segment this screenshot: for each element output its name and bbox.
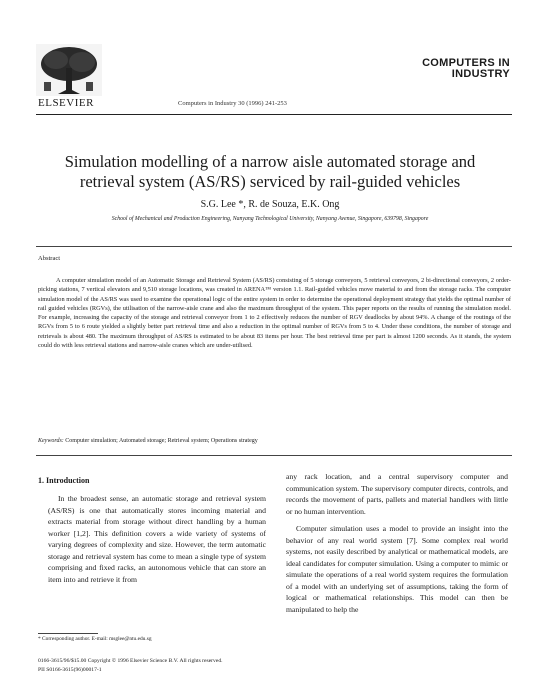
left-column-text: In the broadest sense, an automatic storage and retrieval system (AS/RS) is one that automatically stores incoming material and extracts material from storage without direct handling by a human worker [1,2]. This definition covers a wide variety of systems of varying degrees of complexity and size. However, the term automatic storage and retrieval system has come to mean a single type of system comprising and fixed racks, an autonomous vehicle that can store an item into and retrieve it from — [48, 494, 266, 584]
keywords — [38, 438, 511, 444]
copyright-line2: PII S0166-3615(96)00017-1 — [38, 667, 102, 673]
journal-name — [410, 58, 510, 80]
publisher-name: ELSEVIER — [38, 97, 94, 109]
abstract-heading: Abstract — [38, 255, 61, 262]
article-title-line1: Simulation modelling of a narrow aisle automated storage and — [64, 152, 476, 171]
section-heading-introduction: 1. Introduction — [38, 476, 90, 485]
keywords-text: Computer simulation; Automated storage; Retrieval system; Operations strategy — [65, 438, 258, 444]
abstract-top-rule — [36, 246, 512, 247]
journal-citation: Computers in Industry 30 (1996) 241-253 — [178, 100, 287, 107]
abstract-body: A computer simulation model of an Automatic Storage and Retrieval System (AS/RS) consisting of 5 storage conveyors, 5 retrieval conveyors, 2 bi-directional conveyors, 2 order-picking stations, 7 vertical elevators and 9,510 storage locations, was created in ARENA™ version 1.1. Rail-guided vehicles move material to and from the storage racks. The computer simulation model of the AS/RS was used to examine the operational logic of the entire system in order to determine the operational deployment strategy that yields the optimal number of rail guided vehicles (RGVs), the utilisation of the narrow-aisle crane and also the maximum throughput of the system. This paper reports on the results of running the simulation model. For example, increasing the capacity of the storage and retrieval conveyor from 1 to 2 effectively reduces the number of RGV deadlocks by about 94%. A change of the routings of the RGVs from 5 to 6 route yielded a slightly better part retrieval time and also a reduction in the optimal number of RGVs from 5 to 4. Under these conditions, the number of storage and retrievals is about 480. The maximum throughput of AS/RS is estimated to be about 83 items per hour. The best retrieval time per part is almost 1200 seconds. As it stands, the system could do with less retrieval stations and narrow-aisle cranes which are under-utilised. — [38, 277, 511, 350]
right-column-text — [286, 471, 508, 615]
elsevier-tree-logo — [36, 44, 102, 96]
article-title-line2: retrieval system (AS/RS) serviced by rail-guided vehicles — [79, 172, 461, 191]
footnote-rule — [38, 633, 98, 634]
header-rule — [36, 114, 512, 115]
right-paragraph-2: Computer simulation uses a model to provide an insight into the behavior of any real world system [7]. Some complex real world systems, not easily described by analytical or mathematical models, are ideal candidates for computer simulation. Using a computer to mimic or simulate the operations of a real world system requires the formulation of a model with an underlying set of assumptions, taking the form of logical or mathematical relationships. This model can then be manipulated to help the — [286, 524, 508, 614]
journal-name-line2: INDUSTRY — [451, 68, 510, 80]
journal-name-line1: COMPUTERS IN — [422, 57, 510, 69]
keywords-label: Keywords: — [38, 438, 64, 444]
article-authors: S.G. Lee *, R. de Souza, E.K. Ong — [200, 199, 340, 210]
copyright-line1: 0166-3615/96/$15.00 Copyright © 1996 Elsevier Science B.V. All rights reserved. — [38, 658, 223, 664]
abstract-bottom-rule — [36, 455, 512, 456]
author-affiliation: School of Mechanical and Production Engineering, Nanyang Technological University, Nanyang Avenue, Singapore, 639798, Singapore — [111, 216, 429, 222]
right-paragraph-1: any rack location, and a central supervisory computer and communication system. The supervisory computer directs, controls, and records the movement of parts, pallets and material handlers with little or no human intervention. — [286, 472, 508, 516]
copyright-notice — [38, 657, 223, 675]
corresponding-author-footnote: * Corresponding author. E-mail: msglee@ntu.edu.sg — [38, 636, 152, 642]
article-title — [40, 152, 500, 192]
